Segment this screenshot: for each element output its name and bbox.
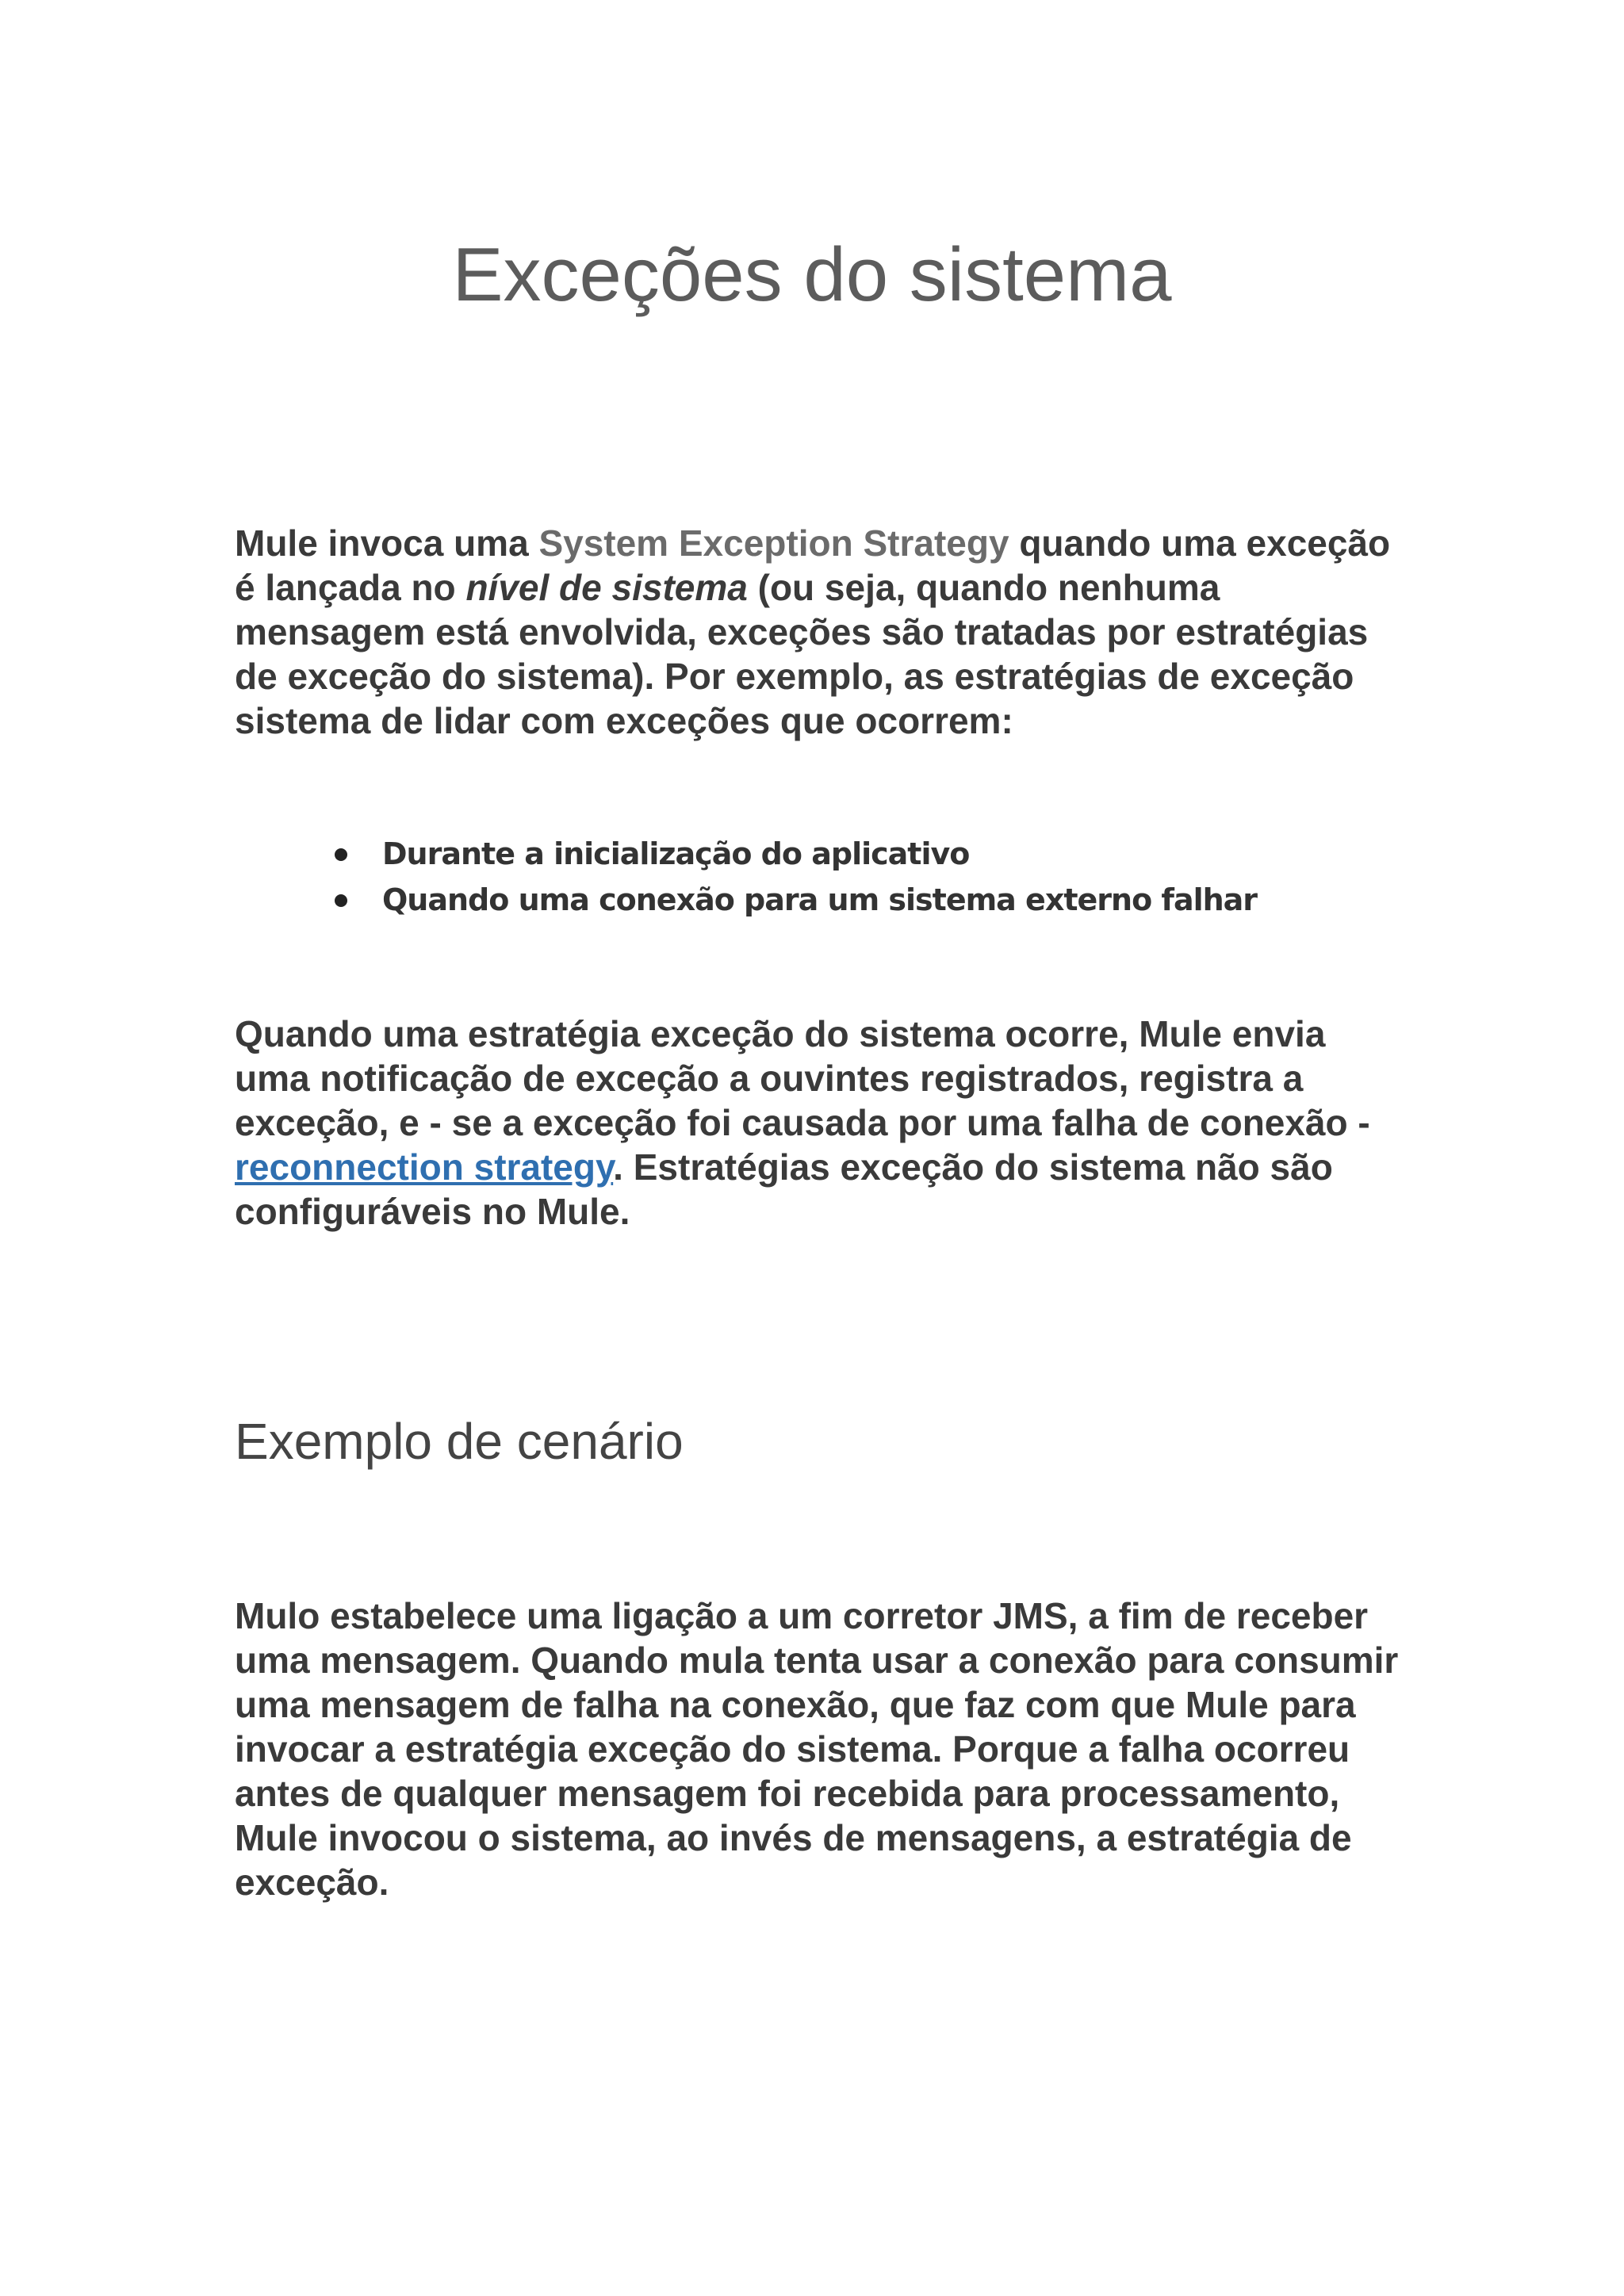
notification-text-1: Quando uma estratégia exceção do sistema ocorre, Mule envia uma notificação de exceção a ouvintes registrados, registra a exceção, e - se a exceção foi causada por uma falha de conexão - xyxy=(235,1013,1370,1143)
list-item-text: Quando uma conexão para um sistema externo falhar xyxy=(382,882,1258,917)
system-level-emphasis: nível de sistema xyxy=(465,567,748,608)
page-title: Exceções do sistema xyxy=(452,232,1172,317)
list-item xyxy=(330,877,1257,923)
bullet-icon xyxy=(335,848,347,861)
intro-text-1: Mule invoca uma xyxy=(235,522,539,564)
intro-paragraph xyxy=(235,521,1408,743)
occurrence-list xyxy=(330,831,1257,923)
intro-text-2: quando uma exceção é lançada no xyxy=(235,522,1391,608)
reconnection-strategy-link[interactable]: reconnection strategy xyxy=(235,1146,614,1188)
intro-text-3: (ou seja, quando nenhuma mensagem está envolvida, exceções são tratadas por estratégias de exceção do sistema). Por exemplo, as estratégias de exceção sistema de lidar com exceções que ocorrem: xyxy=(235,567,1369,741)
section-heading: Exemplo de cenário xyxy=(235,1413,684,1470)
scenario-paragraph: Mulo estabelece uma ligação a um corretor JMS, a fim de receber uma mensagem. Quando mula tenta usar a conexão para consumir uma mensagem de falha na conexão, que faz com que Mule para invocar a estratégia exceção do sistema. Porque a falha ocorreu antes de qualquer mensagem foi recebida para processamento, Mule invocou o sistema, ao invés de mensagens, a estratégia de exceção. xyxy=(235,1595,1399,1903)
notification-paragraph xyxy=(235,1012,1408,1234)
notification-text-2: . Estratégias exceção do sistema não são configuráveis no Mule. xyxy=(235,1146,1333,1232)
list-item-text: Durante a inicialização do aplicativo xyxy=(382,836,970,871)
bullet-icon xyxy=(335,894,347,907)
system-exception-strategy-term: System Exception Strategy xyxy=(538,522,1009,564)
list-item xyxy=(330,831,1257,877)
